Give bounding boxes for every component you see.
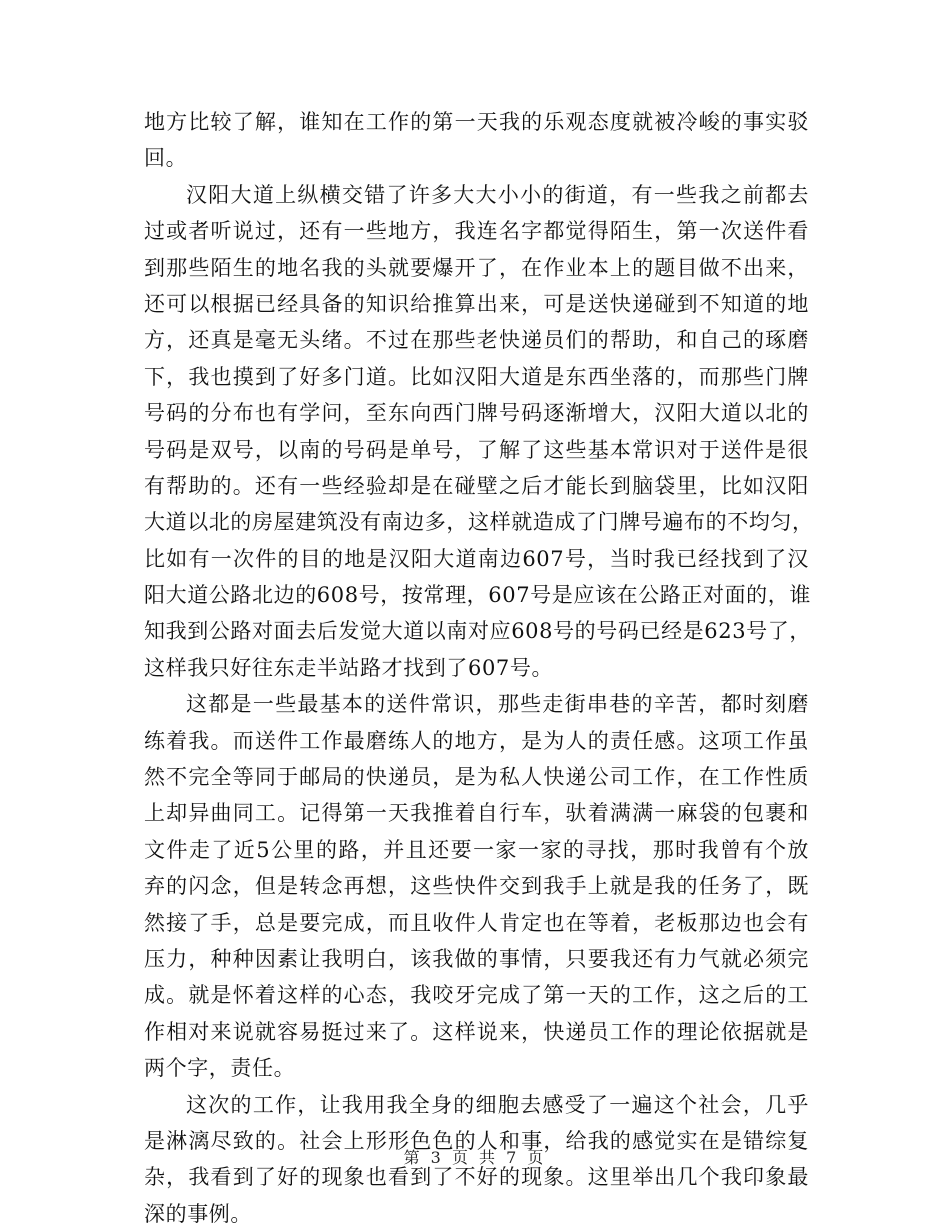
- text-line: 回。: [144, 146, 188, 171]
- text-line: 到那些陌生的地名我的头就要爆开了，在作业本上的题目做不出来，: [144, 255, 809, 280]
- text-line: 压力，种种因素让我明白，该我做的事情，只要我还有力气就必须完: [144, 946, 809, 971]
- text-line: 阳大道公路北边的608号，按常理，607号是应该在公路正对面的，谁: [144, 583, 811, 608]
- text-line: 是淋漓尽致的。社会上形形色色的人和事，给我的感觉实在是错综复: [144, 1128, 809, 1153]
- text-line: 下，我也摸到了好多门道。比如汉阳大道是东西坐落的，而那些门牌: [144, 364, 809, 389]
- text-line: 然不完全等同于邮局的快递员，是为私人快递公司工作，在工作性质: [144, 765, 809, 790]
- text-line: 深的事例。: [144, 1201, 252, 1226]
- text-line: 杂，我看到了好的现象也看到了不好的现象。这里举出几个我印象最: [144, 1165, 809, 1190]
- text-line: 作相对来说就容易挺过来了。这样说来，快递员工作的理论依据就是: [144, 1019, 809, 1044]
- text-line: 方，还真是毫无头绪。不过在那些老快递员们的帮助，和自己的琢磨: [144, 328, 809, 353]
- page-footer: 第 3 页 共 7 页: [403, 1148, 547, 1167]
- text-line: 地方比较了解，谁知在工作的第一天我的乐观态度就被冷峻的事实驳: [144, 110, 809, 134]
- text-line: 这都是一些最基本的送件常识，那些走街串巷的辛苦，都时刻磨: [186, 692, 809, 717]
- text-line: 文件走了近5公里的路，并且还要一家一家的寻找，那时我曾有个放: [144, 837, 809, 862]
- text-line: 成。就是怀着这样的心态，我咬牙完成了第一天的工作，这之后的工: [144, 983, 809, 1008]
- text-line: 练着我。而送件工作最磨练人的地方，是为人的责任感。这项工作虽: [144, 728, 809, 753]
- text-line: 上却异曲同工。记得第一天我推着自行车，驮着满满一麻袋的包裹和: [144, 801, 809, 826]
- text-line: 有帮助的。还有一些经验却是在碰壁之后才能长到脑袋里，比如汉阳: [144, 473, 809, 498]
- text-line: 知我到公路对面去后发觉大道以南对应608号的号码已经是623号了，: [144, 619, 811, 644]
- text-line: 号码的分布也有学问，至东向西门牌号码逐渐增大，汉阳大道以北的: [144, 401, 809, 426]
- text-line: 号码是双号，以南的号码是单号，了解了这些基本常识对于送件是很: [144, 437, 809, 462]
- text-line: 然接了手，总是要完成，而且收件人肯定也在等着，老板那边也会有: [144, 910, 809, 935]
- document-body: [144, 104, 814, 1232]
- text-line: 过或者听说过，还有一些地方，我连名字都觉得陌生，第一次送件看: [144, 219, 809, 244]
- text-line: 这次的工作，让我用我全身的细胞去感受了一遍这个社会，几乎: [186, 1092, 809, 1117]
- text-line: 汉阳大道上纵横交错了许多大大小小的街道，有一些我之前都去: [186, 182, 809, 207]
- text-line: 大道以北的房屋建筑没有南边多，这样就造成了门牌号遍布的不均匀，: [144, 510, 814, 535]
- text-line: 弃的闪念，但是转念再想，这些快件交到我手上就是我的任务了，既: [144, 874, 809, 899]
- text-line: 两个字，责任。: [144, 1056, 296, 1081]
- text-line: 还可以根据已经具备的知识给推算出来，可是送快递碰到不知道的地: [144, 291, 809, 316]
- text-line: 比如有一次件的目的地是汉阳大道南边607号，当时我已经找到了汉: [144, 546, 809, 571]
- text-line: 这样我只好往东走半站路才找到了607号。: [144, 655, 554, 680]
